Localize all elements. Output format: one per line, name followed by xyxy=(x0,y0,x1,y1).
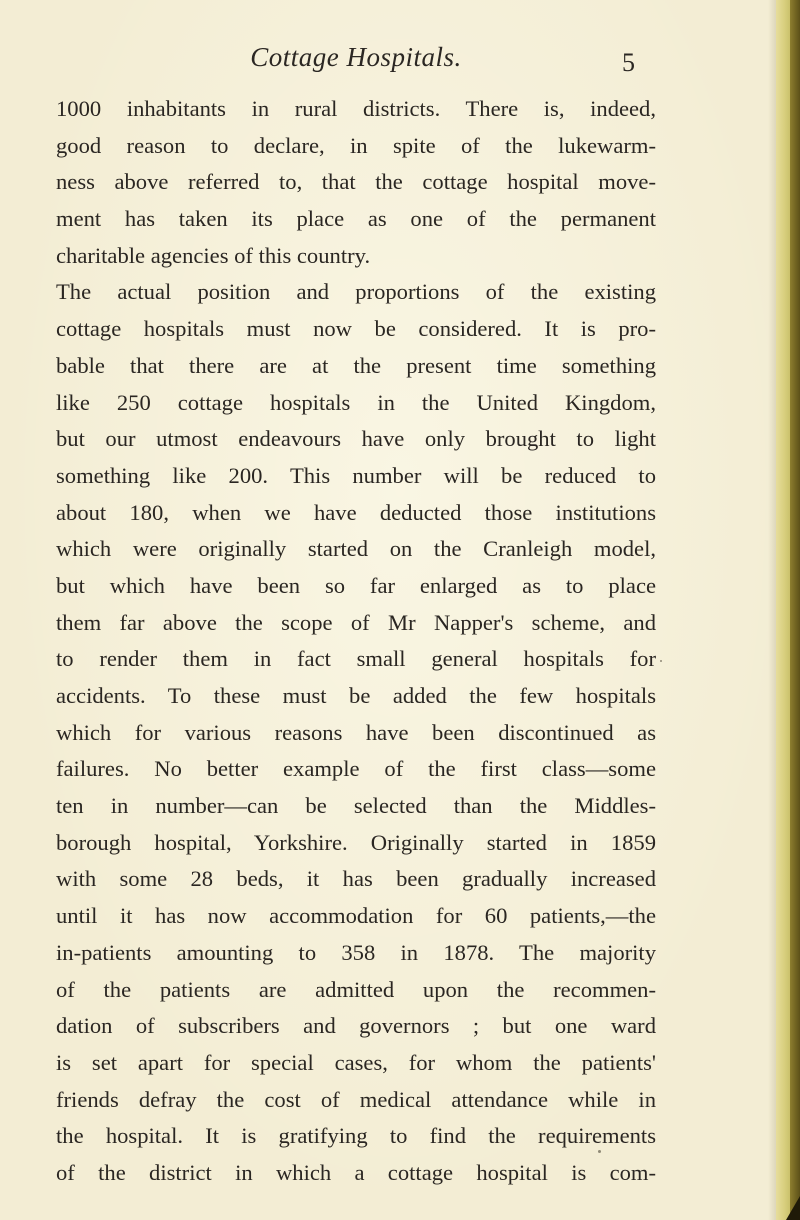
text-line: borough hospital, Yorkshire. Originally started in 1859 xyxy=(56,829,656,855)
text-line: until it has now accommodation for 60 patients,—the xyxy=(56,903,656,929)
text-line: is set apart for special cases, for whom the patients' xyxy=(56,1049,656,1075)
text-line: the hospital. It is gratifying to find the requirements xyxy=(56,1123,656,1149)
text-line: dation of subscribers and governors ; but one ward xyxy=(56,1013,656,1039)
text-line: bable that there are at the present time something xyxy=(56,352,656,378)
text-line: ness above referred to, that the cottage hospital move- xyxy=(56,169,656,195)
text-line: ten in number—can be selected than the Middles- xyxy=(56,793,656,819)
text-line: of the patients are admitted upon the recommen- xyxy=(56,976,656,1002)
text-line: failures. No better example of the first class—some xyxy=(56,756,656,782)
text-line: like 250 cottage hospitals in the United Kingdom, xyxy=(56,389,656,415)
text-line: 1000 inhabitants in rural districts. There is, indeed, xyxy=(56,96,656,121)
corner-mark xyxy=(786,1196,800,1220)
text-line: something like 200. This number will be reduced to xyxy=(56,462,656,488)
text-line: in-patients amounting to 358 in 1878. The majority xyxy=(56,939,656,965)
text-line: charitable agencies of this country. xyxy=(56,242,371,268)
text-line: good reason to declare, in spite of the lukewarm- xyxy=(56,132,656,158)
body-text xyxy=(56,91,656,1192)
text-line: cottage hospitals must now be considered. It is pro- xyxy=(56,316,656,342)
text-line: of the district in which a cottage hospital is com- xyxy=(56,1159,656,1185)
text-line: accidents. To these must be added the few hospitals xyxy=(56,683,656,708)
text-line: them far above the scope of Mr Napper's scheme, and xyxy=(56,609,656,635)
text-line: friends defray the cost of medical attendance while in xyxy=(56,1086,656,1112)
text-line: ment has taken its place as one of the permanent xyxy=(56,206,656,232)
running-title: Cottage Hospitals. xyxy=(250,42,462,72)
text-line: which for various reasons have been discontinued as xyxy=(56,719,656,745)
paper-speck xyxy=(660,660,662,662)
text-line: which were originally started on the Cranleigh model, xyxy=(56,536,656,562)
text-line: about 180, when we have deducted those institutions xyxy=(56,499,656,525)
page-number: 5 xyxy=(622,48,635,77)
text-line: The actual position and proportions of the existing xyxy=(56,279,656,305)
text-line: but which have been so far enlarged as to place xyxy=(56,572,656,598)
text-line: but our utmost endeavours have only brought to light xyxy=(56,426,656,452)
page-edge xyxy=(790,0,800,1220)
paper-speck xyxy=(598,1150,601,1153)
text-line: with some 28 beds, it has been gradually increased xyxy=(56,866,656,892)
text-line: to render them in fact small general hospitals for xyxy=(56,646,656,672)
running-head xyxy=(56,42,656,82)
